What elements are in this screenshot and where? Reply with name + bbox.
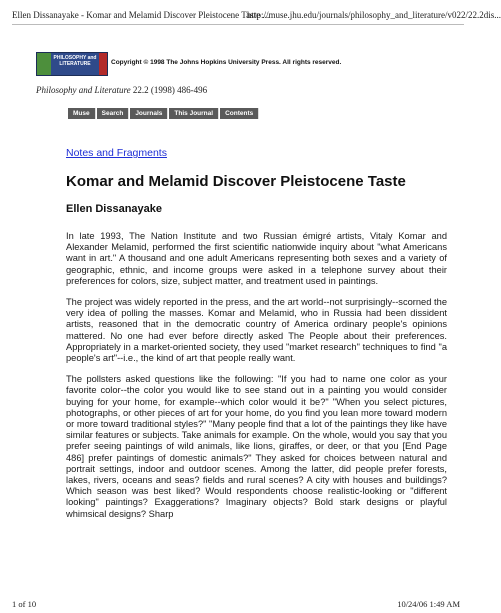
- nav-journals-button[interactable]: Journals: [130, 108, 168, 119]
- paragraph-2: The project was widely reported in the press, and the art world--not surprisingly--scorned the very idea of polling the masses. Komar and Melamid, who in Russia had been dissident artists, reasoned that in the democratic country of America ordinary people's opinions mattered. No one had ever before directly asked The People about their preferences. Appropriately in a market-oriented society, they used "market research" techniques to find "a people's art"--i.e., the kind of art that people really want.: [66, 297, 447, 364]
- logo-green-block: [37, 53, 51, 75]
- logo-text: PHILOSOPHY and LITERATURE: [53, 55, 97, 67]
- page-number: 1 of 10: [12, 599, 37, 609]
- journal-logo[interactable]: [36, 52, 108, 76]
- logo-red-block: [99, 53, 107, 75]
- copyright-notice: Copyright © 1998 The Johns Hopkins University Press. All rights reserved.: [111, 59, 342, 66]
- print-header: [0, 0, 501, 30]
- nav-muse-button[interactable]: Muse: [68, 108, 96, 119]
- article-body: [66, 231, 447, 530]
- journal-name: Philosophy and Literature: [36, 85, 131, 95]
- nav-this-journal-button[interactable]: This Journal: [169, 108, 219, 119]
- nav-bar: [68, 108, 259, 119]
- section-link[interactable]: Notes and Fragments: [66, 147, 167, 159]
- paragraph-3: The pollsters asked questions like the following: "If you had to name one color as your favorite color--the color you would like to see stand out in a painting you would consider buying for your home, for example--which color would it be?" "When you select pictures, photographs, or other pieces of art for your home, do you find you lean more toward modern or more toward traditional styles?" "Many people find that a lot of the paintings they like have similar features or subjects. Take animals for example. On the whole, would you say that you prefer seeing paintings of wild animals, like lions, giraffes, or deer, or that you [End Page 486] prefer paintings of domestic animals?" They asked for choices between natural and portrait settings, indoor and outdoor scenes. Among the latter, did people prefer forests, lakes, rivers, oceans and seas? fields and rural scenes? A city with houses and buildings? Which season was best liked? Would respondents choose realistic-looking or "different looking" paintings? Exaggerations? Imaginary objects? Bold stark designs or playful whimsical designs? Sharp: [66, 374, 447, 519]
- print-footer: [0, 595, 474, 613]
- issue-info: 22.2 (1998) 486-496: [130, 85, 208, 95]
- page-title-header: Ellen Dissanayake - Komar and Melamid Discover Pleistocene Taste ...: [12, 10, 270, 20]
- page-url-header: http://muse.jhu.edu/journals/philosophy_and_literature/v022/22.2dis...: [247, 10, 501, 20]
- print-datetime: 10/24/06 1:49 AM: [397, 599, 460, 609]
- citation: [36, 85, 207, 95]
- paragraph-1: In late 1993, The Nation Institute and two Russian émigré artists, Vitaly Komar and Alexander Melamid, performed the first scientific nationwide inquiry about "what Americans want in art." A thousand and one adult Americans representing both sexes and a variety of geographic, ethnic, and income groups were asked in a telephone survey about their preferences for colors, size, subject matter, and treatment used in paintings.: [66, 231, 447, 286]
- header-divider: [12, 24, 464, 25]
- nav-contents-button[interactable]: Contents: [220, 108, 259, 119]
- nav-search-button[interactable]: Search: [97, 108, 130, 119]
- article-author: Ellen Dissanayake: [66, 203, 163, 215]
- article-title: Komar and Melamid Discover Pleistocene Taste: [66, 173, 406, 190]
